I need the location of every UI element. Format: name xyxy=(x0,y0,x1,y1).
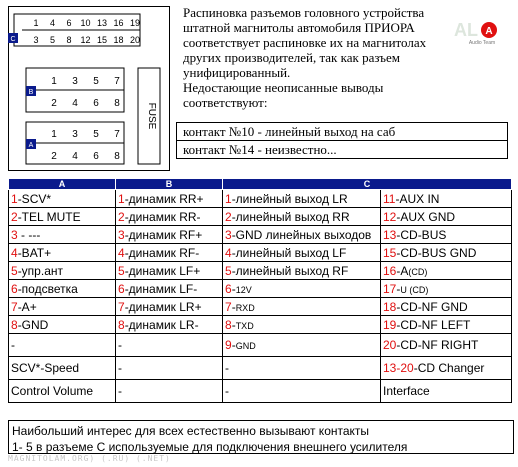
table-cell xyxy=(116,190,223,208)
pin-number: 3 xyxy=(225,227,232,242)
pin-function: -линейный выход LF xyxy=(231,245,347,260)
pin-number: 5 xyxy=(118,263,125,278)
pin-number: 4 xyxy=(72,98,78,109)
table-cell xyxy=(9,262,116,280)
pin-function: -CD Changer xyxy=(413,361,485,375)
pin-function: -линейный выход RR xyxy=(231,209,350,224)
table-cell xyxy=(9,298,116,316)
intro-line: соответствуют: xyxy=(183,95,268,110)
pin-number: 8 xyxy=(11,317,18,332)
pin-number: 3 xyxy=(72,76,78,87)
pin-number: 12 xyxy=(383,209,397,224)
pin-number: 15 xyxy=(96,35,108,45)
pin-number: 11 xyxy=(383,191,396,206)
pin-number: 19 xyxy=(129,18,141,28)
intro-line: Недостающие неописанные выводы xyxy=(183,80,384,95)
pin-function: -GND xyxy=(17,317,49,332)
pin-number: 4 xyxy=(72,151,78,162)
table-cell xyxy=(381,380,512,403)
table-cell xyxy=(223,316,381,334)
pin-function-small: TXD xyxy=(235,320,254,331)
pin-number: 1 xyxy=(225,191,232,206)
table-cell xyxy=(116,208,223,226)
pin-number: 1 xyxy=(118,191,125,206)
pin-number: 7 xyxy=(114,129,120,140)
pin-number: 4 xyxy=(49,18,56,28)
pin-function-small: (CD) xyxy=(408,266,428,277)
table-cell xyxy=(116,226,223,244)
pin-number: 12 xyxy=(80,35,91,45)
table-cell xyxy=(116,380,223,403)
table-cell xyxy=(9,244,116,262)
connector-b xyxy=(26,68,124,112)
pin-function: -A+ xyxy=(17,299,37,314)
pin-number: 6 xyxy=(225,281,232,296)
pin-function-small: U (CD) xyxy=(400,284,429,295)
table-cell xyxy=(223,334,381,357)
pin-function: -подсветка xyxy=(17,281,78,296)
pin-function: -CD-BUS xyxy=(396,227,447,242)
pin-number: 2 xyxy=(225,209,232,224)
pin-function: - xyxy=(118,338,122,352)
pin-function: -динамик LF+ xyxy=(124,263,201,278)
table-cell xyxy=(381,190,512,208)
pin-number: 5 xyxy=(11,263,18,278)
pin-number: 8 xyxy=(114,151,120,162)
intro-line: унифицированный. xyxy=(183,65,291,80)
connector-a xyxy=(26,122,124,164)
table-cell xyxy=(223,190,381,208)
pin-function: - xyxy=(225,384,229,398)
table-cell xyxy=(381,262,512,280)
pin-number: 8 xyxy=(66,35,72,45)
pin-number: 5 xyxy=(49,35,56,45)
pin-function: -BAT+ xyxy=(17,245,52,260)
bottom-note-line: 1- 5 в разъеме С используемые для подключения внешнего усилителя xyxy=(12,440,408,454)
pin-number: 4 xyxy=(225,245,232,260)
pin-function: - xyxy=(225,361,229,375)
pin-number: 9 xyxy=(225,338,232,352)
pin-number: 6 xyxy=(93,98,99,109)
table-cell xyxy=(9,334,116,357)
pin-function: -AUX IN xyxy=(395,191,440,206)
pin-number: 5 xyxy=(225,263,232,278)
logo-text: Audio Team xyxy=(468,40,496,46)
pin-function: - xyxy=(396,281,401,296)
pin-function: Interface xyxy=(383,384,430,398)
table-row xyxy=(9,298,512,316)
pin-number: 6 xyxy=(118,281,125,296)
pin-number: 7 xyxy=(225,299,232,314)
pin-function: SCV*-Speed xyxy=(11,361,80,375)
pin-number: 3 xyxy=(33,35,39,45)
pin-number: 13-20 xyxy=(383,361,414,375)
connector-c-label: C xyxy=(10,36,16,43)
table-row xyxy=(9,208,512,226)
pin-function: -динамик LF- xyxy=(124,281,198,296)
pin-function: -SCV* xyxy=(17,191,52,206)
table-cell xyxy=(116,334,223,357)
pin-function-small: RXD xyxy=(235,302,255,313)
pin-number: 20 xyxy=(383,338,397,352)
fuse-label: FUSE xyxy=(146,102,157,130)
pin-number: 7 xyxy=(118,299,125,314)
pinout-table-body xyxy=(9,190,512,403)
pin-number: 16 xyxy=(383,263,397,278)
pin-number: 8 xyxy=(118,317,125,332)
table-cell xyxy=(116,316,223,334)
table-cell xyxy=(9,208,116,226)
pin-function: - xyxy=(231,338,236,352)
pin-function-small: GND xyxy=(235,341,256,351)
pin-number: 1 xyxy=(33,18,39,28)
pin-function: -CD-NF LEFT xyxy=(396,317,471,332)
pin-function: -CD-BUS GND xyxy=(396,245,477,260)
pin-number: 3 xyxy=(72,129,78,140)
connector-diagram xyxy=(8,6,170,171)
pin-number: 16 xyxy=(113,18,124,28)
pin-number: 1 xyxy=(51,129,57,140)
pin-number: 3 xyxy=(11,227,18,242)
bottom-note xyxy=(8,420,514,454)
table-cell xyxy=(381,244,512,262)
pin-number: 15 xyxy=(383,245,397,260)
pinout-table xyxy=(8,178,512,403)
table-cell xyxy=(9,316,116,334)
table-cell xyxy=(116,298,223,316)
pin-number: 2 xyxy=(51,98,57,109)
table-row xyxy=(9,316,512,334)
table-cell xyxy=(116,280,223,298)
pin-function: - xyxy=(231,299,236,314)
footer-watermark: MAGNITOLAM.ORG) (.RU) (.NET) xyxy=(8,454,171,463)
table-cell xyxy=(223,226,381,244)
table-row xyxy=(9,380,512,403)
intro-text xyxy=(183,5,513,110)
pin-function: - --- xyxy=(17,227,41,242)
intro-line: соответствует распиновке их на магнитолах xyxy=(183,35,427,50)
pin-number: 20 xyxy=(129,35,141,45)
pin-number: 13 xyxy=(96,18,108,28)
pin-number: 2 xyxy=(11,209,18,224)
table-cell xyxy=(223,244,381,262)
table-cell xyxy=(116,244,223,262)
pin-function: -CD-NF GND xyxy=(396,299,468,314)
table-cell xyxy=(223,280,381,298)
table-cell xyxy=(381,316,512,334)
pin-number: 2 xyxy=(51,151,57,162)
table-cell xyxy=(9,380,116,403)
table-cell xyxy=(9,280,116,298)
table-cell xyxy=(9,190,116,208)
pin-function: -TEL MUTE xyxy=(17,209,81,224)
intro-line: других производителей, так как разъем xyxy=(183,50,400,65)
pin-number: 5 xyxy=(93,129,99,140)
pin-function: -GND линейных выходов xyxy=(231,227,372,242)
table-cell xyxy=(9,357,116,380)
pin-number: 6 xyxy=(11,281,18,296)
pin-number: 3 xyxy=(118,227,125,242)
table-cell xyxy=(381,357,512,380)
pin-number: 4 xyxy=(118,245,125,260)
table-cell xyxy=(381,208,512,226)
table-cell xyxy=(116,357,223,380)
pin-number: 7 xyxy=(11,299,18,314)
svg-text:AL: AL xyxy=(454,20,478,40)
pin-number: 1 xyxy=(51,76,57,87)
pin-number: 4 xyxy=(11,245,18,260)
table-row xyxy=(9,262,512,280)
pin-function: - xyxy=(231,281,236,296)
pin-function: -A xyxy=(396,263,409,278)
intro-line: штатной магнитолы автомобиля ПРИОРА xyxy=(183,20,415,35)
table-header-row xyxy=(9,179,512,190)
pin-note: контакт №14 - неизвестно... xyxy=(177,140,507,158)
intro-line: Распиновка разъемов головного устройства xyxy=(183,5,425,20)
table-cell xyxy=(381,298,512,316)
pin-function: -линейный выход RF xyxy=(231,263,349,278)
pin-notes-box xyxy=(176,122,508,159)
pin-function: -динамик RF+ xyxy=(124,227,203,242)
connector-c xyxy=(8,14,140,46)
pin-function: - xyxy=(231,317,236,332)
pin-function: -линейный выход LR xyxy=(231,191,348,206)
pin-number: 10 xyxy=(80,18,91,28)
table-cell xyxy=(223,298,381,316)
table-cell xyxy=(223,208,381,226)
connector-a-label: A xyxy=(28,142,34,149)
pin-number: 8 xyxy=(114,98,120,109)
table-cell xyxy=(9,226,116,244)
pin-function: - xyxy=(118,361,122,375)
pin-number: 2 xyxy=(118,209,125,224)
table-cell xyxy=(381,334,512,357)
pin-number: 17 xyxy=(383,281,397,296)
pin-number: 6 xyxy=(66,18,72,28)
table-row xyxy=(9,226,512,244)
pin-function: -AUX GND xyxy=(396,209,456,224)
pin-number: 19 xyxy=(383,317,397,332)
pin-function: -динамик LR+ xyxy=(124,299,202,314)
table-row xyxy=(9,334,512,357)
pin-function-small: 12V xyxy=(235,284,252,295)
pin-function: -динамик RF- xyxy=(124,245,200,260)
pin-number: 13 xyxy=(383,227,397,242)
pin-number: 8 xyxy=(225,317,232,332)
pin-number: 1 xyxy=(11,191,18,206)
table-row xyxy=(9,280,512,298)
pin-number: 5 xyxy=(93,76,99,87)
table-cell xyxy=(223,380,381,403)
pin-function: - xyxy=(118,384,122,398)
table-row xyxy=(9,190,512,208)
table-row xyxy=(9,244,512,262)
pin-function: -CD-NF RIGHT xyxy=(396,338,479,352)
header-connector-b: B xyxy=(116,179,223,190)
fuse-block xyxy=(138,68,160,164)
connector-b-label: B xyxy=(28,89,34,96)
table-cell xyxy=(223,357,381,380)
table-cell xyxy=(116,262,223,280)
pin-note: контакт №10 - линейный выход на саб xyxy=(183,124,396,139)
bottom-note-line: Наибольший интерес для всех естественно вызывают контакты xyxy=(12,424,370,438)
pin-function: -динамик LR- xyxy=(124,317,199,332)
pin-function: -динамик RR+ xyxy=(124,191,204,206)
table-row xyxy=(9,357,512,380)
pin-number: 7 xyxy=(114,76,120,87)
pin-number: 18 xyxy=(113,35,124,45)
header-connector-c: C xyxy=(223,179,512,190)
pin-function: - xyxy=(11,338,15,352)
svg-text:A: A xyxy=(485,26,493,37)
pin-function: Control Volume xyxy=(11,384,94,398)
pin-number: 6 xyxy=(93,151,99,162)
pin-number: 18 xyxy=(383,299,397,314)
pin-function: -упр.ант xyxy=(17,263,63,278)
table-cell xyxy=(381,226,512,244)
header-connector-a: A xyxy=(9,179,116,190)
pin-function: -динамик RR- xyxy=(124,209,201,224)
table-cell xyxy=(381,280,512,298)
table-cell xyxy=(223,262,381,280)
